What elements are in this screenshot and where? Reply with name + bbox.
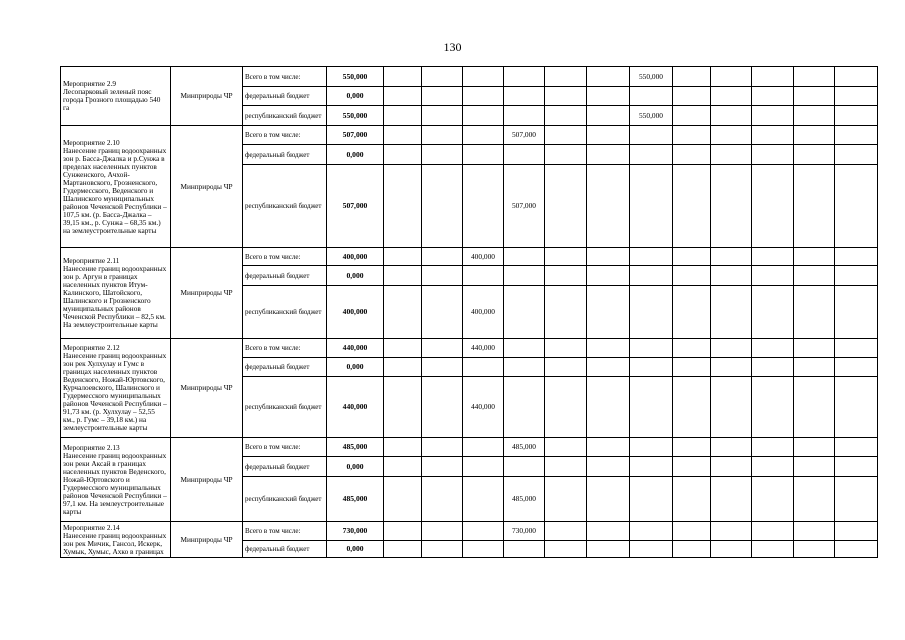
year-amount-cell bbox=[587, 377, 630, 438]
year-amount-cell bbox=[463, 266, 504, 286]
year-amount-cell bbox=[711, 266, 752, 286]
year-amount-cell bbox=[752, 126, 794, 145]
year-amount-cell bbox=[504, 145, 545, 165]
year-amount-cell bbox=[752, 165, 794, 248]
year-amount-cell bbox=[630, 165, 673, 248]
year-amount-cell bbox=[587, 358, 630, 377]
year-amount-cell bbox=[794, 438, 835, 457]
year-amount-cell bbox=[794, 358, 835, 377]
year-amount-cell bbox=[463, 522, 504, 541]
year-amount-cell bbox=[630, 457, 673, 477]
year-amount-cell bbox=[630, 358, 673, 377]
total-amount-cell: 730,000 bbox=[327, 522, 384, 541]
measure-title: Мероприятие 2.9 bbox=[63, 79, 117, 88]
year-amount-cell bbox=[463, 126, 504, 145]
year-amount-cell bbox=[587, 106, 630, 126]
year-amount-cell bbox=[752, 248, 794, 266]
year-amount-cell bbox=[587, 145, 630, 165]
year-amount-cell bbox=[673, 339, 711, 358]
funding-source-cell: Всего в том числе: bbox=[243, 248, 327, 266]
year-amount-cell bbox=[384, 248, 422, 266]
year-amount-cell bbox=[711, 358, 752, 377]
table-row bbox=[61, 438, 878, 457]
year-amount-cell bbox=[630, 438, 673, 457]
year-amount-cell bbox=[463, 87, 504, 106]
year-amount-cell bbox=[422, 339, 463, 358]
year-amount-cell bbox=[711, 438, 752, 457]
year-amount-cell bbox=[504, 457, 545, 477]
year-amount-cell bbox=[752, 339, 794, 358]
year-amount-cell bbox=[794, 477, 835, 522]
year-amount-cell bbox=[752, 522, 794, 541]
year-amount-cell bbox=[587, 477, 630, 522]
funding-source-cell: республиканский бюджет bbox=[243, 286, 327, 339]
year-amount-cell bbox=[673, 457, 711, 477]
year-amount-cell bbox=[504, 286, 545, 339]
year-amount-cell bbox=[384, 87, 422, 106]
funding-source-cell: республиканский бюджет bbox=[243, 477, 327, 522]
total-amount-cell: 0,000 bbox=[327, 266, 384, 286]
year-amount-cell bbox=[545, 67, 587, 87]
executor-cell: Минприроды ЧР bbox=[171, 126, 243, 248]
year-amount-cell bbox=[794, 522, 835, 541]
year-amount-cell: 550,000 bbox=[630, 67, 673, 87]
year-amount-cell bbox=[384, 358, 422, 377]
year-amount-cell bbox=[463, 165, 504, 248]
year-amount-cell bbox=[384, 286, 422, 339]
budget-table bbox=[60, 66, 878, 558]
measure-description bbox=[61, 248, 171, 339]
year-amount-cell bbox=[463, 477, 504, 522]
year-amount-cell bbox=[835, 87, 878, 106]
funding-source-cell: Всего в том числе: bbox=[243, 339, 327, 358]
year-amount-cell bbox=[752, 87, 794, 106]
year-amount-cell bbox=[545, 106, 587, 126]
year-amount-cell bbox=[630, 266, 673, 286]
year-amount-cell bbox=[752, 106, 794, 126]
year-amount-cell bbox=[422, 87, 463, 106]
measure-description bbox=[61, 522, 171, 558]
year-amount-cell bbox=[673, 106, 711, 126]
year-amount-cell bbox=[422, 457, 463, 477]
year-amount-cell bbox=[422, 165, 463, 248]
year-amount-cell: 507,000 bbox=[504, 126, 545, 145]
year-amount-cell bbox=[673, 165, 711, 248]
year-amount-cell bbox=[711, 339, 752, 358]
year-amount-cell bbox=[422, 248, 463, 266]
total-amount-cell: 0,000 bbox=[327, 541, 384, 558]
year-amount-cell bbox=[422, 438, 463, 457]
measure-title: Мероприятие 2.10 bbox=[63, 137, 120, 147]
year-amount-cell bbox=[835, 248, 878, 266]
executor-cell: Минприроды ЧР bbox=[171, 339, 243, 438]
year-amount-cell bbox=[835, 266, 878, 286]
total-amount-cell: 0,000 bbox=[327, 87, 384, 106]
measure-text: Нанесение границ водоохранных зон реки Аксай в границах населенных пунктов Веденского, Ножай-Юртовского и Гудермесского муниципальных районов Чеченской Республики – 97,1 км. На землеустроительные карты bbox=[63, 450, 167, 516]
year-amount-cell bbox=[545, 145, 587, 165]
year-amount-cell bbox=[835, 339, 878, 358]
measure-description bbox=[61, 67, 171, 126]
funding-source-cell: Всего в том числе: bbox=[243, 438, 327, 457]
measure-text: Лесопарковый зеленый пояс города Грозного площадью 540 га bbox=[63, 87, 161, 112]
year-amount-cell bbox=[711, 126, 752, 145]
funding-source-cell: федеральный бюджет bbox=[243, 541, 327, 558]
year-amount-cell bbox=[545, 457, 587, 477]
year-amount-cell bbox=[384, 145, 422, 165]
total-amount-cell: 400,000 bbox=[327, 248, 384, 266]
total-amount-cell: 485,000 bbox=[327, 438, 384, 457]
year-amount-cell: 440,000 bbox=[463, 339, 504, 358]
year-amount-cell bbox=[422, 126, 463, 145]
year-amount-cell bbox=[384, 522, 422, 541]
year-amount-cell bbox=[422, 67, 463, 87]
year-amount-cell bbox=[504, 377, 545, 438]
year-amount-cell bbox=[384, 165, 422, 248]
year-amount-cell bbox=[545, 87, 587, 106]
year-amount-cell: 507,000 bbox=[504, 165, 545, 248]
measure-title: Мероприятие 2.14 bbox=[63, 522, 120, 532]
year-amount-cell bbox=[384, 67, 422, 87]
total-amount-cell: 0,000 bbox=[327, 358, 384, 377]
year-amount-cell bbox=[384, 266, 422, 286]
year-amount-cell bbox=[384, 477, 422, 522]
year-amount-cell bbox=[835, 438, 878, 457]
measure-text: Нанесение границ водоохранных зон рек Мичик, Гансол, Искерк, Хумык, Хумыс, Ахко в границах bbox=[63, 530, 167, 556]
year-amount-cell: 485,000 bbox=[504, 477, 545, 522]
page-number: 130 bbox=[443, 40, 462, 54]
year-amount-cell bbox=[545, 438, 587, 457]
year-amount-cell bbox=[835, 145, 878, 165]
year-amount-cell bbox=[587, 541, 630, 558]
funding-source-cell: Всего в том числе: bbox=[243, 126, 327, 145]
year-amount-cell: 400,000 bbox=[463, 286, 504, 339]
year-amount-cell bbox=[463, 541, 504, 558]
year-amount-cell bbox=[711, 522, 752, 541]
year-amount-cell bbox=[545, 339, 587, 358]
year-amount-cell bbox=[587, 67, 630, 87]
year-amount-cell bbox=[587, 87, 630, 106]
year-amount-cell bbox=[422, 358, 463, 377]
executor-cell: Минприроды ЧР bbox=[171, 67, 243, 126]
total-amount-cell: 400,000 bbox=[327, 286, 384, 339]
year-amount-cell bbox=[752, 438, 794, 457]
year-amount-cell bbox=[673, 145, 711, 165]
year-amount-cell bbox=[463, 438, 504, 457]
year-amount-cell bbox=[673, 266, 711, 286]
funding-source-cell: федеральный бюджет bbox=[243, 87, 327, 106]
year-amount-cell bbox=[835, 286, 878, 339]
table-row bbox=[61, 126, 878, 145]
year-amount-cell bbox=[752, 358, 794, 377]
year-amount-cell bbox=[673, 477, 711, 522]
year-amount-cell bbox=[673, 126, 711, 145]
year-amount-cell bbox=[752, 377, 794, 438]
year-amount-cell bbox=[752, 286, 794, 339]
year-amount-cell bbox=[504, 106, 545, 126]
measure-description bbox=[61, 126, 171, 248]
year-amount-cell bbox=[794, 286, 835, 339]
year-amount-cell bbox=[835, 358, 878, 377]
year-amount-cell bbox=[794, 266, 835, 286]
year-amount-cell bbox=[463, 358, 504, 377]
year-amount-cell bbox=[422, 541, 463, 558]
year-amount-cell bbox=[711, 457, 752, 477]
measure-description bbox=[61, 438, 171, 522]
executor-cell: Минприроды ЧР bbox=[171, 438, 243, 522]
year-amount-cell bbox=[835, 541, 878, 558]
year-amount-cell bbox=[711, 286, 752, 339]
year-amount-cell bbox=[794, 457, 835, 477]
year-amount-cell bbox=[630, 126, 673, 145]
measure-text: Нанесение границ водоохранных зон р. Аргун в границах населенных пунктов Итум-Калинского, Шатойского, Шалинского и Грозненского муниципальных районов Чеченской Республики – 82,5 км. На землеустроительные карты bbox=[63, 264, 167, 329]
year-amount-cell bbox=[752, 457, 794, 477]
year-amount-cell bbox=[752, 541, 794, 558]
total-amount-cell: 550,000 bbox=[327, 67, 384, 87]
year-amount-cell bbox=[545, 541, 587, 558]
funding-source-cell: республиканский бюджет bbox=[243, 106, 327, 126]
year-amount-cell bbox=[545, 522, 587, 541]
year-amount-cell bbox=[835, 377, 878, 438]
year-amount-cell bbox=[794, 87, 835, 106]
executor-cell: Минприроды ЧР bbox=[171, 248, 243, 339]
year-amount-cell bbox=[504, 339, 545, 358]
measure-text: Нанесение границ водоохранных зон рек Хулхулау и Гумс в границах населенных пунктов Веденского, Ножай-Юртовского, Курчалоевского, Шалинского и Гудермесского муниципальных районов Чеченской Республики – 91,73 км. (р. Хулхулау – 52,55 км., р. Гумс – 39,18 км.) на землеустроительные карты bbox=[63, 351, 167, 432]
table-row bbox=[61, 522, 878, 541]
year-amount-cell bbox=[673, 248, 711, 266]
year-amount-cell: 550,000 bbox=[630, 106, 673, 126]
year-amount-cell bbox=[673, 87, 711, 106]
year-amount-cell bbox=[835, 106, 878, 126]
table-row bbox=[61, 248, 878, 266]
measure-title: Мероприятие 2.12 bbox=[63, 343, 120, 352]
year-amount-cell bbox=[711, 165, 752, 248]
year-amount-cell bbox=[794, 145, 835, 165]
year-amount-cell bbox=[545, 377, 587, 438]
year-amount-cell bbox=[422, 477, 463, 522]
year-amount-cell bbox=[422, 106, 463, 126]
year-amount-cell: 485,000 bbox=[504, 438, 545, 457]
year-amount-cell bbox=[384, 438, 422, 457]
year-amount-cell bbox=[587, 248, 630, 266]
year-amount-cell bbox=[630, 286, 673, 339]
year-amount-cell bbox=[794, 67, 835, 87]
funding-source-cell: федеральный бюджет bbox=[243, 266, 327, 286]
total-amount-cell: 507,000 bbox=[327, 126, 384, 145]
year-amount-cell bbox=[545, 286, 587, 339]
year-amount-cell bbox=[422, 286, 463, 339]
funding-source-cell: федеральный бюджет bbox=[243, 145, 327, 165]
year-amount-cell bbox=[752, 477, 794, 522]
year-amount-cell bbox=[587, 522, 630, 541]
year-amount-cell bbox=[630, 248, 673, 266]
table-row bbox=[61, 339, 878, 358]
year-amount-cell bbox=[422, 377, 463, 438]
funding-source-cell: республиканский бюджет bbox=[243, 165, 327, 248]
year-amount-cell bbox=[545, 165, 587, 248]
year-amount-cell bbox=[587, 286, 630, 339]
year-amount-cell bbox=[835, 477, 878, 522]
year-amount-cell bbox=[504, 248, 545, 266]
year-amount-cell bbox=[711, 541, 752, 558]
year-amount-cell bbox=[835, 522, 878, 541]
year-amount-cell bbox=[835, 126, 878, 145]
table-row bbox=[61, 67, 878, 87]
year-amount-cell bbox=[711, 477, 752, 522]
year-amount-cell bbox=[835, 457, 878, 477]
year-amount-cell bbox=[711, 377, 752, 438]
year-amount-cell bbox=[711, 67, 752, 87]
total-amount-cell: 550,000 bbox=[327, 106, 384, 126]
year-amount-cell bbox=[752, 266, 794, 286]
year-amount-cell bbox=[794, 165, 835, 248]
total-amount-cell: 440,000 bbox=[327, 377, 384, 438]
year-amount-cell bbox=[752, 145, 794, 165]
funding-source-cell: Всего в том числе: bbox=[243, 522, 327, 541]
year-amount-cell bbox=[630, 541, 673, 558]
year-amount-cell bbox=[504, 87, 545, 106]
year-amount-cell bbox=[463, 67, 504, 87]
year-amount-cell bbox=[545, 266, 587, 286]
year-amount-cell: 440,000 bbox=[463, 377, 504, 438]
year-amount-cell bbox=[463, 106, 504, 126]
year-amount-cell bbox=[384, 541, 422, 558]
measure-description bbox=[61, 339, 171, 438]
year-amount-cell bbox=[422, 522, 463, 541]
year-amount-cell bbox=[587, 438, 630, 457]
year-amount-cell bbox=[422, 266, 463, 286]
year-amount-cell bbox=[794, 126, 835, 145]
year-amount-cell bbox=[545, 248, 587, 266]
year-amount-cell bbox=[504, 541, 545, 558]
funding-source-cell: федеральный бюджет bbox=[243, 358, 327, 377]
year-amount-cell bbox=[504, 358, 545, 377]
year-amount-cell bbox=[794, 377, 835, 438]
year-amount-cell bbox=[463, 145, 504, 165]
measure-text: Нанесение границ водоохранных зон р. Басса-Джалка и р.Сунжа в пределах населенных пунктов Сунженского, Ачхой-Мартановского, Грозненского, Гудермесского, Веденского и Шалинского муниципальных районов Чеченской Республики – 107,5 км. (р. Басса-Джалка – 39,15 км., р. Сунжа – 68,35 км.) на землеустроительные карты bbox=[63, 145, 167, 235]
funding-source-cell: республиканский бюджет bbox=[243, 377, 327, 438]
year-amount-cell bbox=[545, 477, 587, 522]
year-amount-cell bbox=[587, 266, 630, 286]
year-amount-cell bbox=[504, 266, 545, 286]
year-amount-cell bbox=[794, 106, 835, 126]
year-amount-cell bbox=[630, 87, 673, 106]
year-amount-cell bbox=[835, 67, 878, 87]
year-amount-cell bbox=[545, 126, 587, 145]
year-amount-cell bbox=[545, 358, 587, 377]
year-amount-cell bbox=[384, 126, 422, 145]
year-amount-cell bbox=[673, 522, 711, 541]
year-amount-cell bbox=[673, 358, 711, 377]
year-amount-cell bbox=[794, 339, 835, 358]
total-amount-cell: 440,000 bbox=[327, 339, 384, 358]
year-amount-cell bbox=[630, 477, 673, 522]
year-amount-cell bbox=[422, 145, 463, 165]
year-amount-cell bbox=[673, 377, 711, 438]
total-amount-cell: 0,000 bbox=[327, 457, 384, 477]
year-amount-cell bbox=[587, 126, 630, 145]
year-amount-cell bbox=[630, 339, 673, 358]
year-amount-cell bbox=[835, 165, 878, 248]
year-amount-cell bbox=[673, 67, 711, 87]
year-amount-cell bbox=[630, 377, 673, 438]
year-amount-cell bbox=[587, 165, 630, 248]
year-amount-cell bbox=[630, 145, 673, 165]
funding-source-cell: федеральный бюджет bbox=[243, 457, 327, 477]
year-amount-cell bbox=[794, 248, 835, 266]
year-amount-cell bbox=[630, 522, 673, 541]
year-amount-cell: 730,000 bbox=[504, 522, 545, 541]
year-amount-cell bbox=[384, 106, 422, 126]
year-amount-cell bbox=[587, 457, 630, 477]
total-amount-cell: 507,000 bbox=[327, 165, 384, 248]
year-amount-cell: 400,000 bbox=[463, 248, 504, 266]
total-amount-cell: 485,000 bbox=[327, 477, 384, 522]
year-amount-cell bbox=[384, 339, 422, 358]
year-amount-cell bbox=[463, 457, 504, 477]
year-amount-cell bbox=[673, 438, 711, 457]
year-amount-cell bbox=[384, 457, 422, 477]
year-amount-cell bbox=[794, 541, 835, 558]
year-amount-cell bbox=[673, 541, 711, 558]
year-amount-cell bbox=[711, 87, 752, 106]
year-amount-cell bbox=[587, 339, 630, 358]
year-amount-cell bbox=[711, 145, 752, 165]
executor-cell: Минприроды ЧР bbox=[171, 522, 243, 558]
year-amount-cell bbox=[711, 106, 752, 126]
total-amount-cell: 0,000 bbox=[327, 145, 384, 165]
year-amount-cell bbox=[752, 67, 794, 87]
measure-title: Мероприятие 2.11 bbox=[63, 256, 120, 265]
year-amount-cell bbox=[384, 377, 422, 438]
year-amount-cell bbox=[673, 286, 711, 339]
year-amount-cell bbox=[711, 248, 752, 266]
funding-source-cell: Всего в том числе: bbox=[243, 67, 327, 87]
measure-title: Мероприятие 2.13 bbox=[63, 442, 120, 452]
year-amount-cell bbox=[504, 67, 545, 87]
